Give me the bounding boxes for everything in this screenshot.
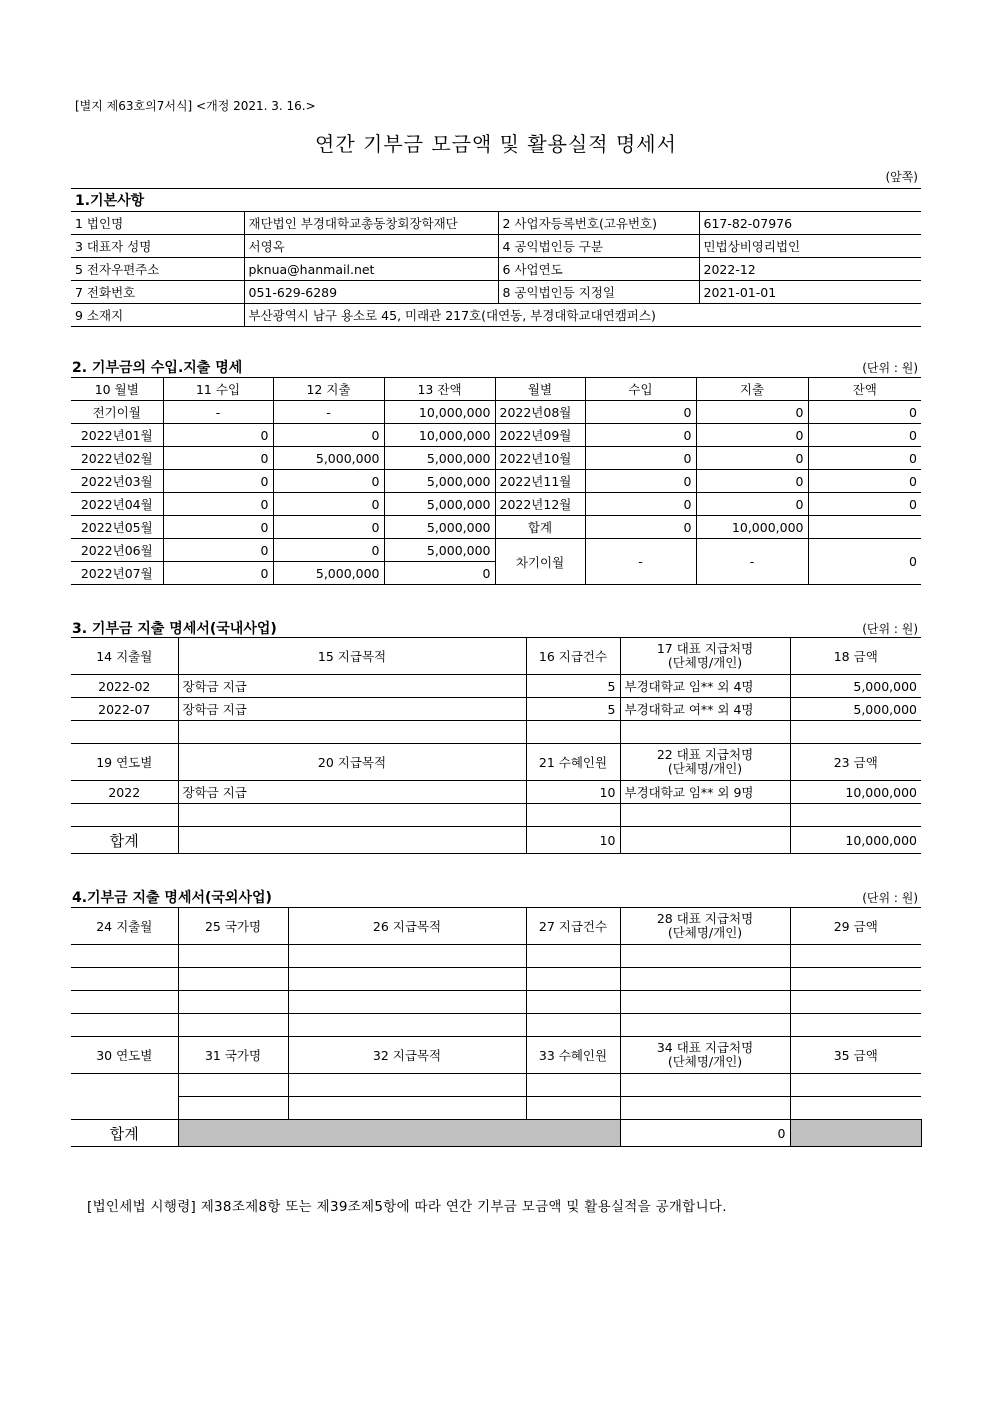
recipient	[620, 804, 790, 827]
expense-cell: 0	[273, 516, 384, 539]
amount	[790, 721, 921, 744]
expense-cell: 0	[273, 539, 384, 562]
info-row	[71, 258, 921, 281]
table-row	[71, 781, 921, 804]
table-row	[71, 539, 921, 562]
expense-cell: 0	[696, 447, 808, 470]
empty-cell	[71, 991, 178, 1014]
empty-cell	[620, 1097, 790, 1120]
empty-cell	[620, 1014, 790, 1037]
column-header: 24 지출월	[71, 908, 178, 945]
purpose	[178, 721, 526, 744]
balance-cell: 5,000,000	[384, 470, 495, 493]
income-cell: -	[163, 401, 273, 424]
carry-over-income: -	[585, 539, 696, 585]
section4-heading: 4.기부금 지출 명세서(국외사업)	[72, 890, 272, 906]
column-header	[620, 908, 790, 945]
table-header-row	[71, 638, 921, 675]
section2-heading: 2. 기부금의 수입.지출 명세	[72, 360, 243, 376]
table-header-row	[71, 1037, 921, 1074]
column-header	[620, 638, 790, 675]
empty-row	[71, 1014, 921, 1037]
header-line: 28 대표 지급처명	[656, 911, 754, 926]
column-header: 13 잔액	[384, 378, 495, 401]
month-cell: 2022년05월	[71, 516, 163, 539]
document-title: 연간 기부금 모금액 및 활용실적 명세서	[315, 132, 677, 156]
expense-cell: 5,000,000	[273, 447, 384, 470]
expense-cell: 5,000,000	[273, 562, 384, 585]
empty-cell	[620, 991, 790, 1014]
amount	[790, 804, 921, 827]
month-cell: 2022년06월	[71, 539, 163, 562]
empty-cell	[288, 1074, 526, 1097]
month-cell: 2022년04월	[71, 493, 163, 516]
expense-cell: 0	[273, 424, 384, 447]
header-line: (단체명/개인)	[667, 761, 743, 776]
expense-cell: 0	[696, 470, 808, 493]
legal-footer: [법인세법 시행령] 제38조제8항 또는 제39조제5항에 따라 연간 기부금 모금액 및 활용실적을 공개합니다.	[87, 1199, 727, 1215]
empty-cell	[790, 991, 921, 1014]
carry-over-label: 차기이월	[495, 539, 585, 585]
income-cell: 0	[163, 447, 273, 470]
header-line: (단체명/개인)	[667, 1054, 743, 1069]
purpose: 장학금 지급	[178, 675, 526, 698]
section1-heading: 1.기본사항	[71, 189, 921, 212]
column-header: 18 금액	[790, 638, 921, 675]
empty-row	[71, 968, 921, 991]
empty-cell	[178, 1074, 288, 1097]
income-cell: 0	[163, 516, 273, 539]
info-label: 7 전화번호	[71, 281, 244, 304]
column-header: 29 금액	[790, 908, 921, 945]
income-total: 0	[585, 516, 696, 539]
balance-cell: 0	[808, 424, 921, 447]
empty-cell	[71, 1014, 178, 1037]
shaded-cell	[178, 1120, 620, 1147]
empty-row	[71, 945, 921, 968]
info-label: 9 소재지	[71, 304, 244, 327]
empty-row	[71, 991, 921, 1014]
column-header: 31 국가명	[178, 1037, 288, 1074]
empty-cell	[71, 968, 178, 991]
month-cell: 전기이월	[71, 401, 163, 424]
column-header: 19 연도별	[71, 744, 178, 781]
empty-cell	[288, 1097, 526, 1120]
empty-cell	[790, 1097, 921, 1120]
info-value: 051-629-6289	[244, 281, 498, 304]
total-beneficiaries: 0	[620, 1120, 790, 1147]
info-row	[71, 281, 921, 304]
column-header	[620, 744, 790, 781]
balance-cell: 0	[808, 470, 921, 493]
empty-cell	[526, 991, 620, 1014]
info-label: 3 대표자 성명	[71, 235, 244, 258]
income-cell: 0	[163, 539, 273, 562]
table-row	[71, 493, 921, 516]
carry-over-expense: -	[696, 539, 808, 585]
total-amount: 10,000,000	[790, 827, 921, 854]
page-side-note: (앞쪽)	[885, 170, 918, 184]
shaded-cell	[790, 1120, 921, 1147]
column-header: 21 수혜인원	[526, 744, 620, 781]
empty-cell	[526, 968, 620, 991]
count	[526, 721, 620, 744]
column-header: 지출	[696, 378, 808, 401]
table-row	[71, 470, 921, 493]
empty-cell	[288, 945, 526, 968]
total-label: 합계	[495, 516, 585, 539]
balance-cell: 0	[808, 447, 921, 470]
month-cell: 2022년08월	[495, 401, 585, 424]
empty-cell	[790, 945, 921, 968]
column-header: 33 수혜인원	[526, 1037, 620, 1074]
expense-cell: 0	[696, 424, 808, 447]
year-cell: 2022	[71, 781, 178, 804]
balance-cell: 10,000,000	[384, 401, 495, 424]
column-header: 14 지출월	[71, 638, 178, 675]
header-line: (단체명/개인)	[667, 925, 743, 940]
column-header: 27 지급건수	[526, 908, 620, 945]
expense-total: 10,000,000	[696, 516, 808, 539]
balance-cell: 5,000,000	[384, 539, 495, 562]
column-header: 12 지출	[273, 378, 384, 401]
purpose	[178, 804, 526, 827]
recipient: 부경대학교 여** 외 4명	[620, 698, 790, 721]
empty-cell	[288, 991, 526, 1014]
balance-cell: 5,000,000	[384, 516, 495, 539]
total-purpose	[178, 827, 526, 854]
income-cell: 0	[585, 447, 696, 470]
info-value: pknua@hanmail.net	[244, 258, 498, 281]
column-header: 23 금액	[790, 744, 921, 781]
balance-cell: 5,000,000	[384, 447, 495, 470]
empty-cell	[620, 968, 790, 991]
income-cell: 0	[163, 562, 273, 585]
month-cell: 2022년11월	[495, 470, 585, 493]
empty-row	[71, 1097, 921, 1120]
expense-month: 2022-02	[71, 675, 178, 698]
expense-cell: -	[273, 401, 384, 424]
empty-cell	[526, 1074, 620, 1097]
empty-cell	[71, 945, 178, 968]
column-header: 잔액	[808, 378, 921, 401]
column-header: 월별	[495, 378, 585, 401]
table-row	[71, 698, 921, 721]
table-row	[71, 447, 921, 470]
recipient: 부경대학교 임** 외 9명	[620, 781, 790, 804]
total-label: 합계	[71, 827, 178, 854]
column-header	[620, 1037, 790, 1074]
empty-row	[71, 1074, 921, 1097]
empty-cell	[526, 945, 620, 968]
balance-cell: 0	[808, 401, 921, 424]
column-header: 26 지급목적	[288, 908, 526, 945]
info-label: 8 공익법인등 지정일	[498, 281, 699, 304]
empty-cell	[526, 1097, 620, 1120]
balance-cell: 0	[384, 562, 495, 585]
column-header: 16 지급건수	[526, 638, 620, 675]
column-header: 35 금액	[790, 1037, 921, 1074]
income-cell: 0	[585, 470, 696, 493]
empty-cell	[288, 968, 526, 991]
column-header: 20 지급목적	[178, 744, 526, 781]
info-row	[71, 235, 921, 258]
amount: 5,000,000	[790, 698, 921, 721]
info-label: 2 사업자등록번호(고유번호)	[498, 212, 699, 235]
month-cell: 2022년02월	[71, 447, 163, 470]
column-header: 25 국가명	[178, 908, 288, 945]
table-header-row	[71, 744, 921, 781]
info-value: 2021-01-01	[699, 281, 921, 304]
empty-cell	[526, 1014, 620, 1037]
info-label: 1 법인명	[71, 212, 244, 235]
beneficiaries: 10	[526, 781, 620, 804]
month-cell: 2022년01월	[71, 424, 163, 447]
empty-cell	[71, 1074, 178, 1120]
table-row	[71, 804, 921, 827]
section2-unit: (단위 : 원)	[862, 361, 918, 375]
header-line: 17 대표 지급처명	[656, 641, 754, 656]
balance-cell: 10,000,000	[384, 424, 495, 447]
balance-cell: 0	[808, 493, 921, 516]
address-value: 부산광역시 남구 용소로 45, 미래관 217호(대연동, 부경대학교대연캠퍼스)	[244, 304, 921, 327]
income-cell: 0	[163, 470, 273, 493]
empty-cell	[178, 968, 288, 991]
amount: 5,000,000	[790, 675, 921, 698]
purpose: 장학금 지급	[178, 781, 526, 804]
income-cell: 0	[163, 493, 273, 516]
empty-cell	[178, 1097, 288, 1120]
total-row	[71, 1120, 921, 1147]
info-label: 5 전자우편주소	[71, 258, 244, 281]
column-header: 30 연도별	[71, 1037, 178, 1074]
empty-cell	[790, 1074, 921, 1097]
total-beneficiaries: 10	[526, 827, 620, 854]
table-row	[71, 675, 921, 698]
section4-unit: (단위 : 원)	[862, 891, 918, 905]
income-cell: 0	[163, 424, 273, 447]
income-cell: 0	[585, 401, 696, 424]
balance-cell: 5,000,000	[384, 493, 495, 516]
beneficiaries	[526, 804, 620, 827]
year-cell	[71, 804, 178, 827]
balance-total	[808, 516, 921, 539]
table-header-row	[71, 378, 921, 401]
basic-info-table	[71, 188, 921, 327]
expense-cell: 0	[273, 493, 384, 516]
column-header: 15 지급목적	[178, 638, 526, 675]
column-header: 수입	[585, 378, 696, 401]
info-row	[71, 212, 921, 235]
info-row	[71, 304, 921, 327]
month-cell: 2022년03월	[71, 470, 163, 493]
count: 5	[526, 675, 620, 698]
total-row	[71, 827, 921, 854]
amount: 10,000,000	[790, 781, 921, 804]
table-header-row	[71, 908, 921, 945]
info-value: 재단법인 부경대학교총동창회장학재단	[244, 212, 498, 235]
header-line: (단체명/개인)	[667, 655, 743, 670]
month-cell: 2022년12월	[495, 493, 585, 516]
info-value: 2022-12	[699, 258, 921, 281]
purpose: 장학금 지급	[178, 698, 526, 721]
overseas-expense-table	[71, 907, 921, 1147]
empty-cell	[178, 1014, 288, 1037]
expense-month: 2022-07	[71, 698, 178, 721]
header-line: 22 대표 지급처명	[656, 747, 754, 762]
section3-unit: (단위 : 원)	[862, 622, 918, 636]
section3-heading: 3. 기부금 지출 명세서(국내사업)	[72, 621, 277, 637]
expense-cell: 0	[696, 493, 808, 516]
income-cell: 0	[585, 424, 696, 447]
empty-cell	[288, 1014, 526, 1037]
empty-cell	[178, 945, 288, 968]
info-label: 4 공익법인등 구분	[498, 235, 699, 258]
column-header: 11 수입	[163, 378, 273, 401]
empty-cell	[620, 1074, 790, 1097]
info-value: 617-82-07976	[699, 212, 921, 235]
domestic-expense-table	[71, 637, 921, 854]
carry-over-balance: 0	[808, 539, 921, 585]
form-reference: [별지 제63호의7서식] <개정 2021. 3. 16.>	[75, 99, 316, 113]
info-label: 6 사업연도	[498, 258, 699, 281]
info-value: 민법상비영리법인	[699, 235, 921, 258]
month-cell: 2022년10월	[495, 447, 585, 470]
column-header: 32 지급목적	[288, 1037, 526, 1074]
income-expense-table	[71, 377, 921, 585]
empty-cell	[620, 945, 790, 968]
total-label: 합계	[71, 1120, 178, 1147]
recipient	[620, 721, 790, 744]
expense-cell: 0	[696, 401, 808, 424]
header-line: 34 대표 지급처명	[656, 1040, 754, 1055]
expense-cell: 0	[273, 470, 384, 493]
info-value: 서영옥	[244, 235, 498, 258]
income-cell: 0	[585, 493, 696, 516]
empty-cell	[790, 1014, 921, 1037]
table-row	[71, 516, 921, 539]
table-row	[71, 424, 921, 447]
empty-cell	[790, 968, 921, 991]
recipient: 부경대학교 임** 외 4명	[620, 675, 790, 698]
column-header: 10 월별	[71, 378, 163, 401]
table-row	[71, 721, 921, 744]
empty-cell	[178, 991, 288, 1014]
month-cell: 2022년07월	[71, 562, 163, 585]
month-cell: 2022년09월	[495, 424, 585, 447]
count: 5	[526, 698, 620, 721]
expense-month	[71, 721, 178, 744]
total-recipient	[620, 827, 790, 854]
table-row	[71, 401, 921, 424]
